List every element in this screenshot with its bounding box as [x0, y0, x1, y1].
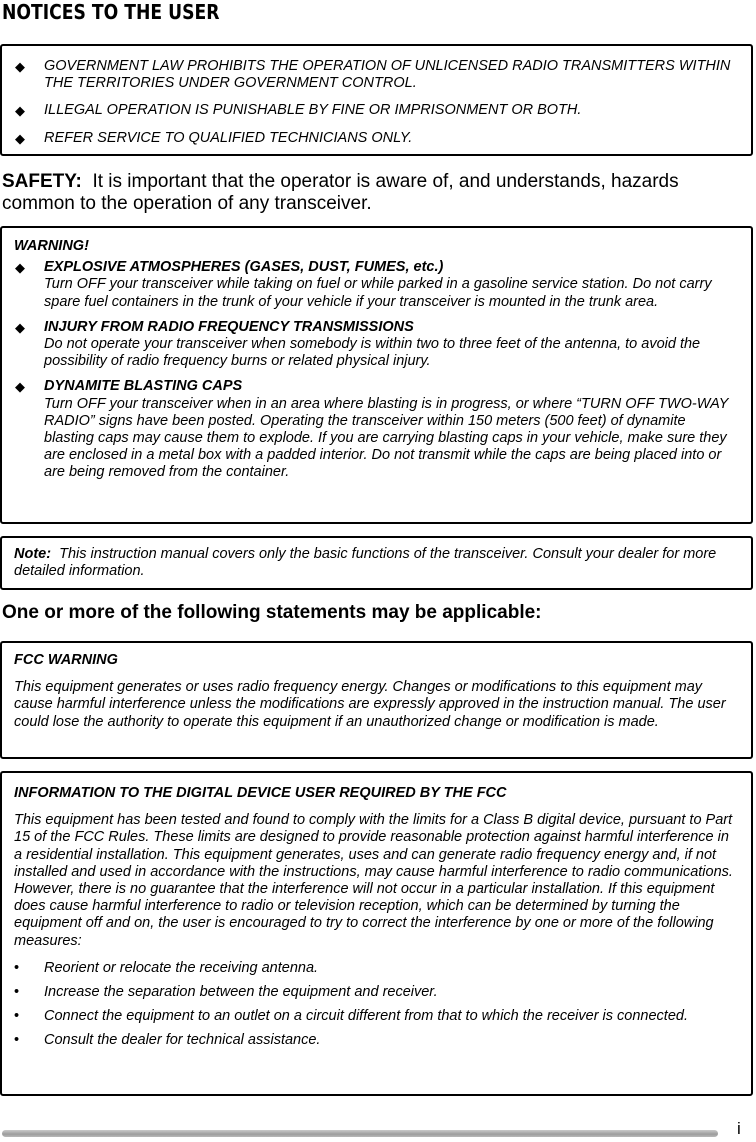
fcc-info-body: This equipment has been tested and found to comply with the limits for a Class B digital device, pursuant to Part 15 of the FCC Rules. These limits are designed to provide reasonable protection against harmful interference in a residential installation. This equipment generates, uses and can generate radio frequency energy and, if not installed and used in accordance with the instructions, may cause harmful interference to radio communications. However, there is no guarantee that the interference will not occur in a particular installation. If this equipment does cause harmful interference to radio or television reception, which can be determined by turning the equipment off and on, the user is encouraged to try to correct the interference by one or more of the following measures: — [14, 812, 733, 949]
warning-title: WARNING! — [14, 238, 89, 254]
warning-item — [2, 259, 737, 311]
notice-item — [2, 102, 737, 119]
measure-text: Consult the dealer for technical assistance. — [44, 1032, 321, 1049]
note-label: Note: — [14, 546, 52, 562]
bullet-icon: • — [14, 1032, 20, 1049]
fcc-warning-body: This equipment generates or uses radio frequency energy. Changes or modifications to this equipment may cause harmful interference unless the modifications are expressly approved in the instruction manual. The user could lose the authority to operate this equipment if an unauthorized change or modification is made. — [14, 679, 726, 730]
warning-item-body: Do not operate your transceiver when somebody is within two to three feet of the antenna, to avoid the possibility of radio frequency burns or related physical injury. — [44, 336, 701, 370]
bullet-icon: • — [14, 1008, 20, 1025]
note-box — [0, 536, 753, 590]
list-item — [14, 984, 737, 1001]
list-item — [14, 1008, 737, 1025]
warning-item-heading: DYNAMITE BLASTING CAPS — [44, 378, 243, 395]
diamond-bullet-icon: ◆ — [15, 260, 25, 276]
diamond-bullet-icon: ◆ — [15, 103, 25, 119]
diamond-bullet-icon: ◆ — [15, 319, 25, 335]
note-text: This instruction manual covers only the basic functions of the transceiver. Consult your dealer for more detailed information. — [14, 546, 717, 580]
notice-item — [2, 130, 737, 147]
note-paragraph — [14, 546, 739, 580]
list-item — [14, 1032, 737, 1049]
diamond-bullet-icon: ◆ — [15, 130, 25, 146]
fcc-info-box — [0, 771, 753, 1096]
diamond-bullet-icon: ◆ — [15, 59, 25, 74]
safety-label: SAFETY: — [2, 171, 82, 192]
safety-text: It is important that the operator is aware of, and understands, hazards common to the operation of any transceiver. — [2, 171, 679, 214]
fcc-info-title: INFORMATION TO THE DIGITAL DEVICE USER REQUIRED BY THE FCC — [14, 785, 507, 801]
warning-item-body: Turn OFF your transceiver while taking on fuel or while parked in a gasoline service station. Do not carry spare fuel containers in the trunk of your vehicle if your transceiver is mounted in the trunk area. — [44, 276, 712, 310]
measure-text: Increase the separation between the equipment and receiver. — [44, 984, 438, 1001]
page-title: NOTICES TO THE USER — [2, 0, 220, 24]
warning-item-body: Turn OFF your transceiver when in an area where blasting is in progress, or where “TURN OFF TWO-WAY RADIO” signs have been posted. Operating the transceiver within 150 meters (500 feet) of dynamite blasting caps may cause them to explode. If you are carrying blasting caps in your vehicle, make sure they are enclosed in a metal box with a padded interior. Do not transmit while the caps are being placed into or are being removed from the container. — [44, 395, 729, 481]
bullet-icon: • — [14, 984, 20, 1001]
notice-text: ILLEGAL OPERATION IS PUNISHABLE BY FINE OR IMPRISONMENT OR BOTH. — [44, 102, 582, 119]
warning-box — [0, 226, 753, 524]
notice-text: REFER SERVICE TO QUALIFIED TECHNICIANS ONLY. — [44, 129, 413, 146]
measures-list — [14, 960, 737, 1050]
applicable-heading: One or more of the following statements may be applicable: — [2, 602, 542, 623]
warning-item-heading: INJURY FROM RADIO FREQUENCY TRANSMISSIONS — [44, 318, 414, 335]
warning-item — [2, 319, 737, 371]
list-item — [14, 960, 737, 977]
notices-box — [0, 44, 753, 156]
fcc-warning-box — [0, 641, 753, 759]
fcc-warning-title: FCC WARNING — [14, 652, 118, 668]
bullet-icon: • — [14, 959, 20, 976]
measure-text: Reorient or relocate the receiving antenna. — [44, 959, 319, 976]
page-number: i — [737, 1119, 741, 1138]
notice-item — [2, 58, 737, 92]
safety-paragraph — [2, 171, 752, 215]
measure-text: Connect the equipment to an outlet on a circuit different from that to which the receiver is connected. — [44, 1008, 688, 1025]
warning-item — [2, 378, 737, 481]
footer-rule — [2, 1130, 718, 1137]
notice-text: GOVERNMENT LAW PROHIBITS THE OPERATION OF UNLICENSED RADIO TRANSMITTERS WITHIN THE TERRITORIES UNDER GOVERNMENT CONTROL. — [44, 58, 731, 92]
warning-item-heading: EXPLOSIVE ATMOSPHERES (GASES, DUST, FUMES, etc.) — [44, 259, 444, 276]
diamond-bullet-icon: ◆ — [15, 379, 25, 395]
